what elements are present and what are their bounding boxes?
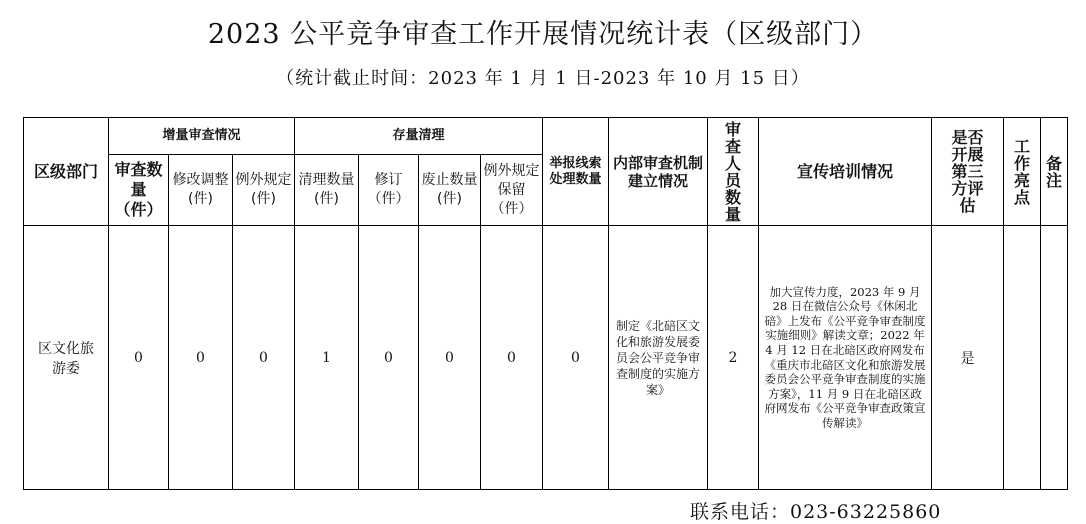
subheader-modify-adjust: 修改调整(件) [169, 155, 233, 226]
subheader-abolish: 废止数量(件) [419, 155, 481, 226]
page-title: 2023 公平竞争审查工作开展情况统计表（区级部门） [207, 19, 879, 50]
cell-highlights [1004, 226, 1041, 490]
cell-remarks [1041, 226, 1068, 490]
cell-revise: 0 [359, 226, 419, 490]
header-third-party: 是否开展第三方评估 [932, 118, 1004, 226]
subheader-exception-retain: 例外规定保留（件） [481, 155, 543, 226]
subheader-exception-incremental: 例外规定(件) [233, 155, 295, 226]
header-training: 宣传培训情况 [759, 118, 932, 226]
cell-training: 加大宣传力度，2023 年 9 月 28 日在微信公众号《休闲北碚》上发布《公平竞争审查制度实施细则》解读文章；2022 年 4 月 12 日在北碚区政府网发布《重庆市北碚区文化和旅游发展委员会公平竞争审查制度的实施方案》，11 月 9 日在北碚区政府网发布《公平竞争审查政策宣传解读》 [759, 226, 932, 490]
subheader-review-count: 审查数量（件） [109, 155, 169, 226]
cell-exception-retain: 0 [481, 226, 543, 490]
header-group-incremental: 增量审查情况 [109, 118, 295, 155]
header-report-clues: 举报线索处理数量 [543, 118, 609, 226]
cell-abolish: 0 [419, 226, 481, 490]
subheader-revise: 修订（件） [359, 155, 419, 226]
cell-reviewers: 2 [708, 226, 759, 490]
header-row-1 [24, 118, 1068, 155]
cell-exception-incremental: 0 [233, 226, 295, 490]
cell-cleanup-count: 1 [295, 226, 359, 490]
cell-modify-adjust: 0 [169, 226, 233, 490]
statistics-table [23, 117, 1068, 490]
cell-report-clues: 0 [543, 226, 609, 490]
page-subtitle: （统计截止时间：2023 年 1 月 1 日-2023 年 10 月 15 日） [276, 68, 810, 89]
contact-phone: 联系电话：023-63225860 [690, 501, 942, 523]
cell-review-count: 0 [109, 226, 169, 490]
header-department: 区级部门 [24, 118, 109, 226]
table-row [24, 226, 1068, 490]
header-group-stock: 存量清理 [295, 118, 543, 155]
header-reviewers: 审查人员数量 [708, 118, 759, 226]
header-internal-mechanism: 内部审查机制建立情况 [609, 118, 708, 226]
subheader-cleanup-count: 清理数量(件) [295, 155, 359, 226]
cell-department: 区文化旅游委 [24, 226, 109, 490]
header-remarks: 备注 [1041, 118, 1068, 226]
cell-internal-mechanism: 制定《北碚区文化和旅游发展委员会公平竞争审查制度的实施方案》 [609, 226, 708, 490]
header-highlights: 工作亮点 [1004, 118, 1041, 226]
cell-third-party: 是 [932, 226, 1004, 490]
